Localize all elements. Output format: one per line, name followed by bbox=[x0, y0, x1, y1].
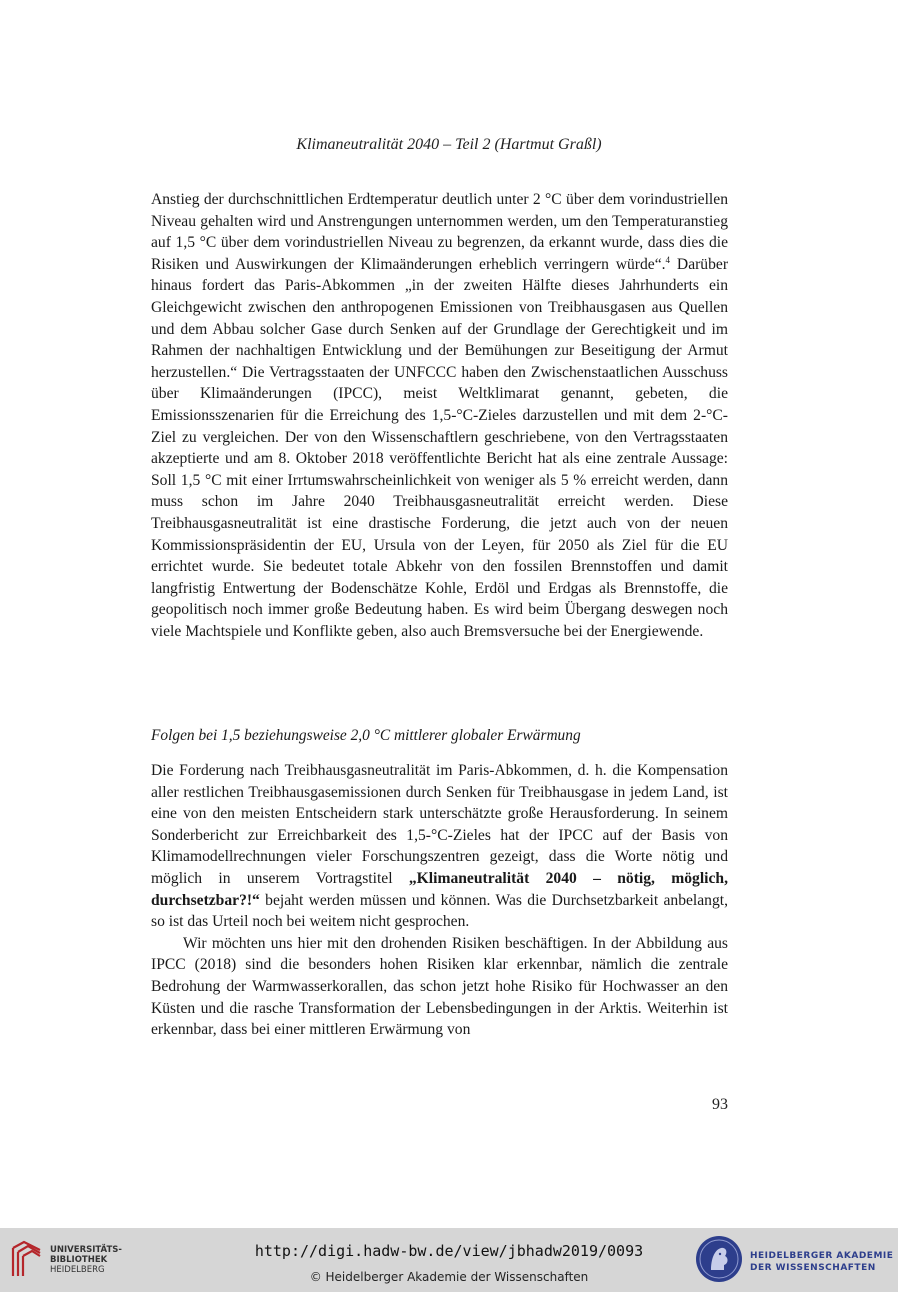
academy-logo-line2: DER WISSENSCHAFTEN bbox=[750, 1263, 876, 1273]
academy-logo-line1: HEIDELBERGER AKADEMIE bbox=[750, 1251, 894, 1261]
paragraph-3: Wir möchten uns hier mit den drohenden Risiken beschäftigen. In der Abbildung aus IPCC (2018) sind die besonders hohen Risiken klar erkennbar, nämlich die zentrale Bedrohung der Warmwasserkorallen, das schon jetzt hohe Risiko für Hochwasser an den Küsten und die rasche Transformation der Lebensbedingungen in der Arktis. Weiterhin ist erkennbar, dass bei einer mittleren Erwärmung von bbox=[151, 934, 728, 1039]
section-heading: Folgen bei 1,5 beziehungsweise 2,0 °C mittlerer globaler Erwärmung bbox=[151, 727, 581, 744]
running-header: Klimaneutralität 2040 – Teil 2 (Hartmut Graßl) bbox=[296, 136, 602, 153]
paragraph-2-text-a: Die Forderung nach Treibhausgasneutralität im Paris-Abkommen, d. h. die Kompensation aller restlichen Treibhausgasemissionen durch Senken für Treibhausgase in jedem Land, ist eine von den meisten Entscheidern stark unterschätzte große Herausforderung. In seinem Sonderbericht zur Erreichbarkeit des 1,5-°C-Zieles hat der IPCC auf der Basis von Klimamodellrechnungen vieler Forschungszentren gezeigt, dass die Worte nötig und möglich in unserem Vortragstitel bbox=[151, 762, 728, 887]
library-logo-line2: BIBLIOTHEK bbox=[50, 1255, 108, 1265]
permalink-url[interactable]: http://digi.hadw-bw.de/view/jbhadw2019/0093 bbox=[254, 1242, 644, 1260]
paragraph-1-text-b: Darüber hinaus fordert das Paris-Abkommen „in der zweiten Hälfte dieses Jahrhunderts ein Gleichgewicht zwischen den anthropogenen Emissionen von Treibhausgasen aus Quellen und dem Abbau solcher Gase durch Senken auf der Grundlage der Gerechtigkeit und im Rahmen der nachhaltigen Entwicklung und der Bemühungen zur Beseitigung der Armut herzustellen.“ Die Vertragsstaaten der UNFCCC haben den Zwischenstaatlichen Ausschuss über Klimaänderungen (IPCC), meist Weltklimarat genannt, gebeten, die Emissionsszenarien für die Erreichung des 1,5-°C-Zieles darzustellen und mit dem 2-°C-Ziel zu vergleichen. Der von den Wissenschaftlern geschriebene, von den Vertragsstaaten akzeptierte und am 8. Oktober 2018 veröffentlichte Bericht hat als eine zentrale Aussage: Soll 1,5 °C mit einer Irrtumswahrscheinlichkeit von weniger als 5 % erreicht werden, dann muss schon im Jahre 2040 Treibhausgasneutralität erreicht werden. Diese Treibhausgasneutralität ist eine drastische Forderung, die jetzt auch von der neuen Kommissionspräsidentin der EU, Ursula von der Leyen, für 2050 als Ziel für die EU errichtet wurde. Sie bedeutet totale Abkehr von den fossilen Brennstoffen und damit langfristig Entwertung der Bodenschätze Kohle, Erdöl und Erdgas als Brennstoffe, die geopolitisch noch immer große Bedeutung haben. Es wird beim Übergang deswegen noch viele Machtspiele und Konflikte geben, also auch Bremsversuche bei der Energiewende. bbox=[151, 255, 729, 640]
paragraph-2-text-b: bejaht werden müssen und können. Was die Durchsetzbarkeit anbelangt, so ist das Urteil noch bei weitem nicht gesprochen. bbox=[151, 891, 728, 931]
footer-bar bbox=[0, 1228, 898, 1292]
footnote-marker[interactable]: 4 bbox=[665, 254, 671, 265]
body-paragraph-1 bbox=[151, 189, 728, 642]
academy-seal-icon bbox=[694, 1234, 744, 1284]
page-number: 93 bbox=[712, 1096, 728, 1113]
body-paragraphs-2 bbox=[151, 760, 728, 1041]
library-logo-line3: HEIDELBERG bbox=[50, 1265, 105, 1275]
talk-title-bold: „Klimaneutralität 2040 – nötig, möglich, durchsetzbar?!“ bbox=[151, 869, 728, 909]
paragraph-1-text-a: Anstieg der durchschnittlichen Erdtemperatur deutlich unter 2 °C über dem vorindustriellen Niveau gehalten wird und Anstrengungen unternommen werden, um den Temperaturanstieg auf 1,5 °C über dem vorindustriellen Niveau zu begrenzen, da erkannt wurde, dass dies die Risiken und Auswirkungen der Klimaänderungen erheblich verringern würde“. bbox=[151, 191, 728, 273]
copyright-notice: © Heidelberger Akademie der Wissenschaften bbox=[309, 1270, 589, 1284]
library-logo-line1: UNIVERSITÄTS- bbox=[50, 1245, 122, 1255]
academy-logo[interactable] bbox=[694, 1234, 894, 1286]
